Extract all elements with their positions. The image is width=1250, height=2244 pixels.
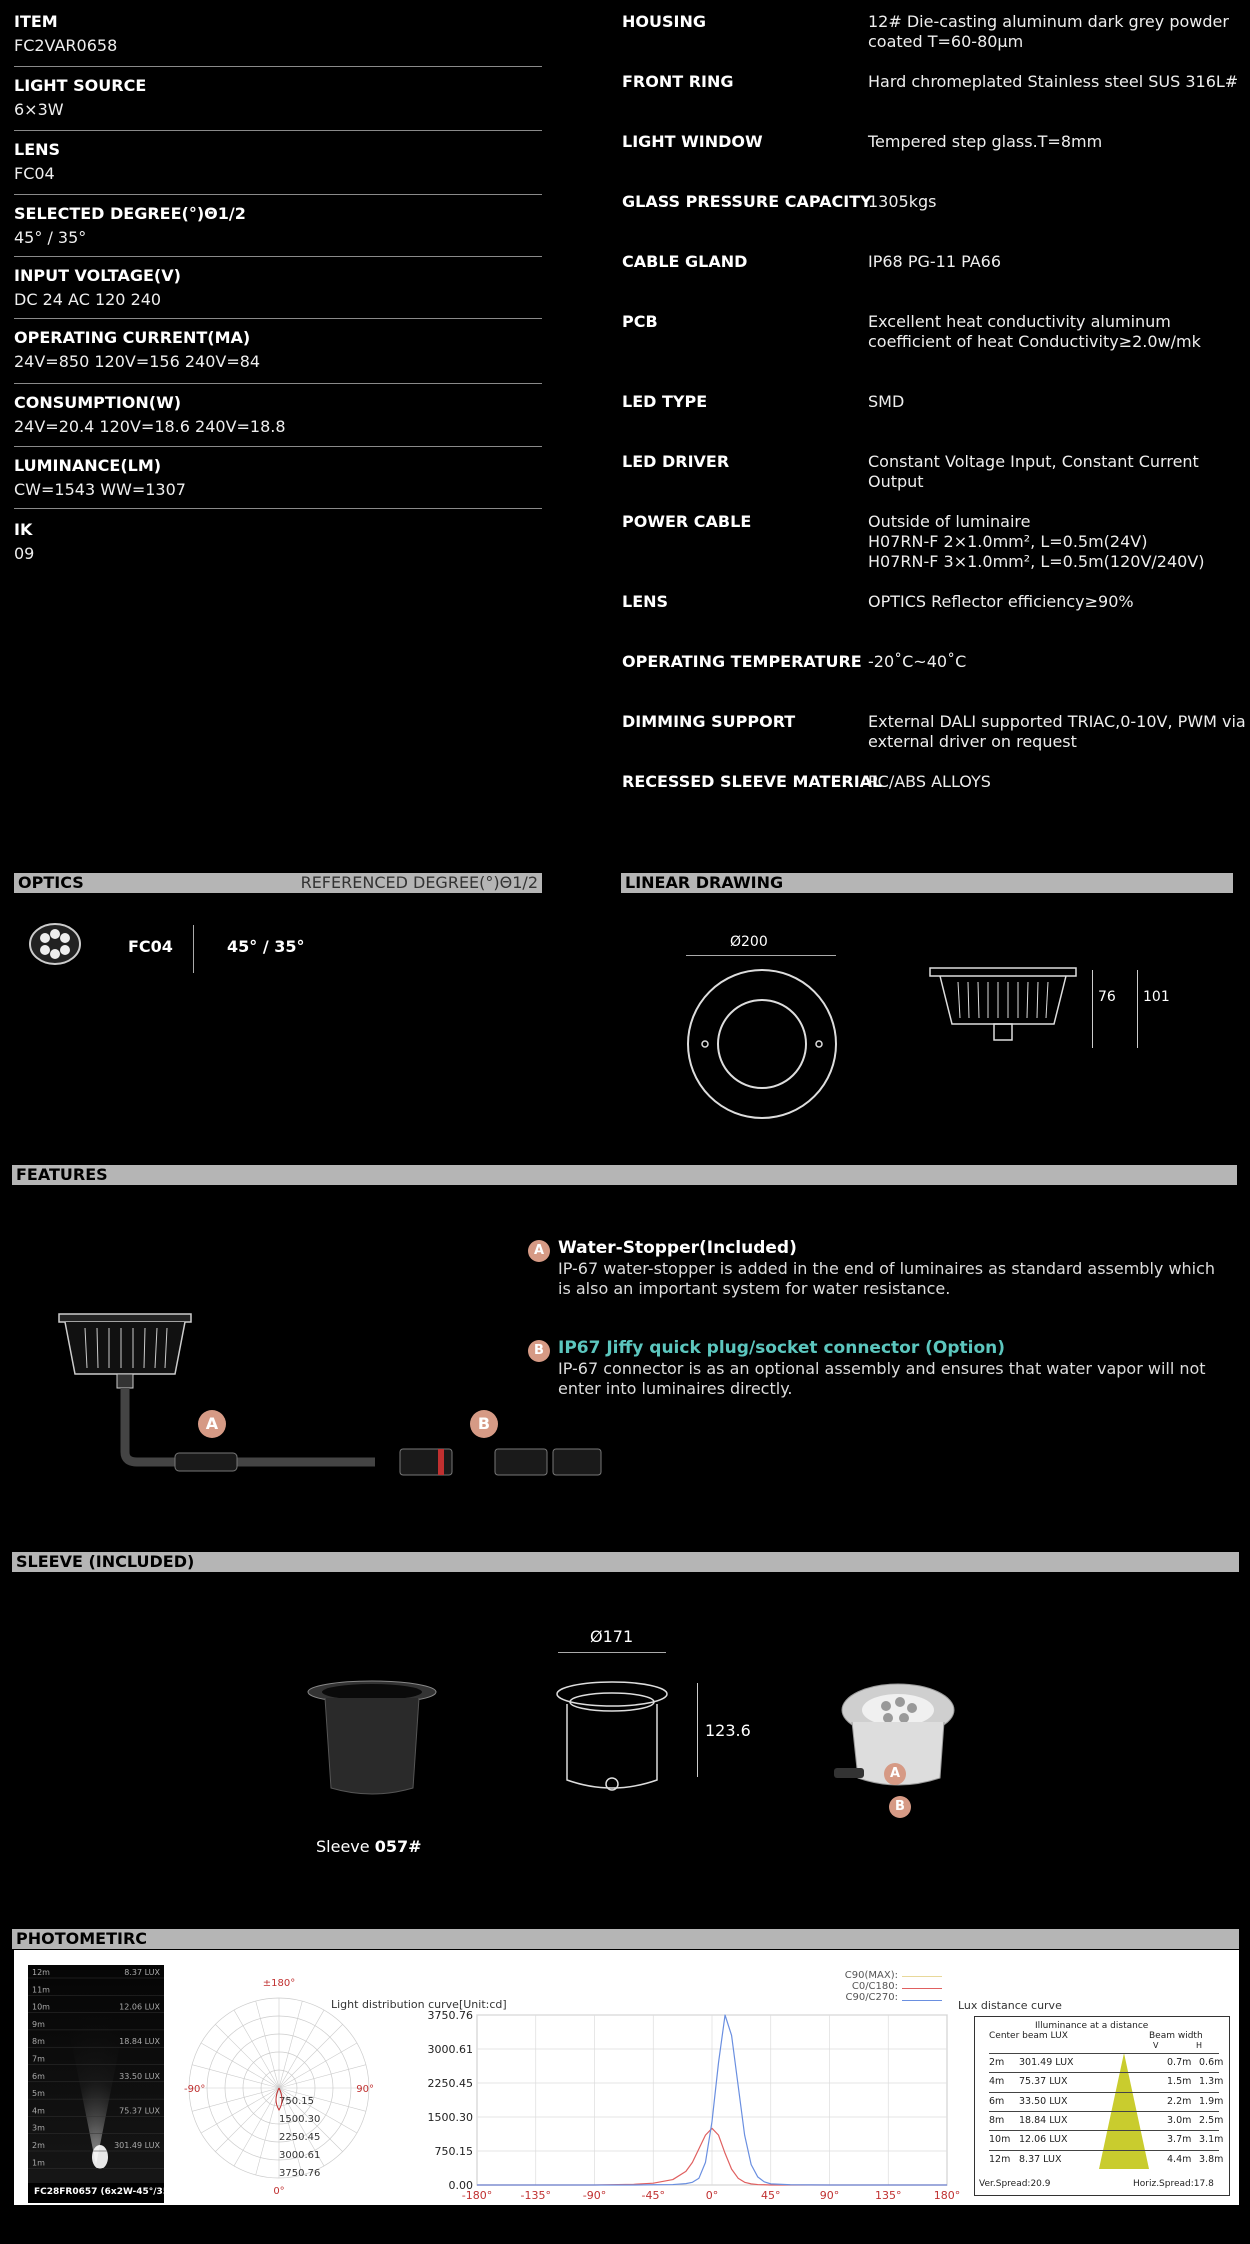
light-distribution-chart (264, 2005, 964, 2205)
photometric-title: PHOTOMETIRC (16, 1929, 148, 1948)
y-tick-label: 0.00 (448, 2179, 473, 2192)
optics-bar (14, 873, 542, 893)
height-dimension-line-101 (1137, 970, 1138, 1048)
beam-lux-label: 8.37 LUX (124, 1968, 160, 1977)
feature-b-title: IP67 Jiffy quick plug/socket connector (Option) (558, 1338, 1006, 1358)
assembled-a-badge-wrap (884, 1762, 906, 1785)
spec-value: Outside of luminaire H07RN-F 2×1.0mm², L=0.5m(24V) H07RN-F 3×1.0mm², L=0.5m(120V/240V) (868, 512, 1205, 571)
height-label-76: 76 (1098, 989, 1116, 1005)
lux-cell: 2m (989, 2057, 1005, 2068)
spec-row (622, 712, 1246, 772)
beam-lux-label: 33.50 LUX (119, 2071, 160, 2081)
y-tick-label: 1500.30 (427, 2111, 473, 2124)
optics-divider (193, 925, 194, 973)
spec-value: -20˚C~40˚C (868, 652, 967, 671)
spec-label: PCB (622, 312, 658, 331)
polar-angle-label: -90° (184, 2084, 206, 2095)
sleeve-caption (316, 1837, 422, 1856)
feature-b-body: IP-67 connector is as an optional assembly and ensures that water vapor will not enter into luminaires directly. (558, 1359, 1206, 1398)
legend-line-c90max (902, 1976, 942, 1977)
linear-drawing-title: LINEAR DRAWING (625, 873, 784, 892)
lens-icon (28, 922, 82, 970)
spec-value: CW=1543 WW=1307 (14, 480, 186, 499)
lux-cell: 12m (989, 2153, 1011, 2165)
spec-row (622, 132, 1242, 192)
feature-a-body: IP-67 water-stopper is added in the end of luminaires as standard assembly which is also an important system for water resistance. (558, 1259, 1216, 1298)
beam-spread-image (28, 1965, 164, 2203)
spec-value: 09 (14, 544, 35, 563)
spec-row (622, 252, 1242, 312)
lux-cell: 33.50 LUX (1019, 2095, 1068, 2107)
side-view-drawing (928, 966, 1078, 1050)
curve-title: Light distribution curve[Unit:cd] (331, 1998, 507, 2011)
lux-cell: 4.4m (1167, 2153, 1192, 2165)
y-tick-label: 2250.45 (427, 2077, 473, 2090)
x-tick-label: -45° (641, 2189, 665, 2202)
spec-label: RECESSED SLEEVE MATERIAL (622, 772, 883, 791)
x-tick-label: 45° (761, 2189, 781, 2202)
lux-cell: 301.49 LUX (1019, 2057, 1074, 2068)
curve-legend (804, 1970, 898, 2003)
polar-angle-label: ±180° (262, 1978, 296, 1989)
sleeve-photo (305, 1680, 440, 1804)
spec-row (622, 192, 1242, 252)
spec-value: OPTICS Reflector efficiency≥90% (868, 592, 1134, 611)
photometric-panel (14, 1950, 1239, 2205)
spec-row (622, 772, 1242, 832)
spec-row (14, 204, 542, 257)
beam-distance-label: 3m (32, 2123, 45, 2133)
assembled-b-badge-wrap (889, 1795, 911, 1818)
optics-referenced-degree: REFERENCED DEGREE(°)Θ1/2 (300, 873, 538, 892)
lux-cell: 3.0m (1167, 2114, 1192, 2126)
sleeve-bar (12, 1552, 1239, 1572)
beam-distance-label: 4m (32, 2106, 45, 2116)
spec-row (622, 452, 1242, 512)
feature-a-badge-wrap (528, 1239, 550, 1262)
lux-cell: 3.7m (1167, 2134, 1192, 2146)
lux-cell: 18.84 LUX (1019, 2114, 1068, 2126)
feature-b-badge: B (528, 1340, 550, 1362)
lux-cell: 3.8m (1199, 2153, 1224, 2165)
spec-row (14, 520, 542, 568)
sleeve-drawing (555, 1680, 670, 1802)
sleeve-diameter-label: Ø171 (590, 1627, 634, 1646)
lux-cell: 0.6m (1199, 2057, 1224, 2068)
lux-cell: 3.1m (1199, 2134, 1224, 2146)
legend-line-c90 (902, 2000, 942, 2001)
x-tick-label: -90° (582, 2189, 607, 2202)
spec-value: IP68 PG-11 PA66 (868, 252, 1002, 271)
assembled-b-badge: B (889, 1796, 911, 1818)
lux-row-divider (989, 2111, 1219, 2112)
spec-value: FC04 (14, 164, 55, 183)
callout-b-badge: B (470, 1410, 498, 1438)
lux-head1: Illuminance at a distance (1035, 2021, 1149, 2031)
height-label-101: 101 (1143, 989, 1170, 1005)
x-tick-label: 90° (819, 2189, 840, 2202)
lux-head-h: H (1196, 2041, 1203, 2050)
beam-distance-label: 1m (32, 2158, 45, 2168)
spec-row (14, 393, 542, 447)
lux-title: Lux distance curve (958, 1999, 1062, 2012)
spec-label: IK (14, 520, 33, 539)
lux-table (974, 2016, 1230, 2196)
spec-row (622, 312, 1242, 372)
optics-lens: FC04 (128, 937, 173, 956)
lux-cell: 1.9m (1199, 2095, 1224, 2107)
lux-cell: 1.5m (1167, 2076, 1192, 2088)
spec-value: Constant Voltage Input, Constant Current Output (868, 452, 1199, 491)
lux-head3: Beam width (1149, 2031, 1203, 2041)
spec-value: DC 24 AC 120 240 (14, 290, 162, 309)
spec-row (622, 392, 1242, 452)
spec-label: LIGHT SOURCE (14, 76, 147, 95)
beam-distance-label: 10m (32, 2002, 50, 2012)
polar-ring-label: 3000.61 (279, 2150, 321, 2161)
beam-distance-label: 2m (32, 2141, 45, 2150)
lux-row-divider (989, 2053, 1219, 2054)
spec-value: 24V=20.4 120V=18.6 240V=18.8 (14, 417, 286, 436)
lux-row-divider (989, 2150, 1219, 2151)
spec-label: INPUT VOLTAGE(V) (14, 266, 181, 285)
spec-label: SELECTED DEGREE(°)Θ1/2 (14, 204, 246, 223)
beam-lux-label: 75.37 LUX (119, 2106, 160, 2116)
feature-b-badge-wrap (528, 1339, 550, 1362)
spec-row (622, 12, 1242, 72)
beam-distance-label: 6m (32, 2071, 45, 2081)
linear-drawing-bar (621, 873, 1233, 893)
spec-label: FRONT RING (622, 72, 734, 91)
y-tick-label: 3750.76 (427, 2009, 473, 2022)
spec-row (14, 76, 542, 131)
lux-head-v: V (1153, 2041, 1159, 2050)
y-tick-label: 750.15 (434, 2145, 473, 2158)
spec-value: 24V=850 120V=156 240V=84 (14, 352, 261, 371)
spec-value: FC2VAR0658 (14, 36, 118, 55)
spec-label: CONSUMPTION(W) (14, 393, 182, 412)
features-title: FEATURES (16, 1165, 108, 1184)
spec-label: LENS (14, 140, 61, 159)
legend-c0: C0/C180: (851, 1981, 898, 1992)
lux-row-divider (989, 2130, 1219, 2131)
beam-lux-label: 12.06 LUX (119, 2002, 160, 2012)
lux-cell: 2.5m (1199, 2114, 1224, 2126)
spec-row (622, 592, 1242, 652)
lux-cell: 6m (989, 2095, 1005, 2107)
beam-distance-label: 9m (32, 2019, 45, 2029)
spec-value: 45° / 35° (14, 228, 87, 247)
x-tick-label: 180° (933, 2189, 961, 2202)
spec-row (14, 140, 542, 195)
optics-title: OPTICS (18, 873, 84, 892)
lux-row-divider (989, 2072, 1219, 2073)
lux-cell: 12.06 LUX (1019, 2134, 1068, 2146)
lux-row-divider (989, 2092, 1219, 2093)
lux-cell: 10m (989, 2134, 1011, 2146)
sleeve-height-line (697, 1683, 698, 1777)
top-view-drawing (686, 968, 838, 1124)
features-bar (12, 1165, 1237, 1185)
spec-value: Tempered step glass.T=8mm (868, 132, 1103, 151)
spec-row (14, 12, 542, 67)
spec-label: OPERATING CURRENT(MA) (14, 328, 251, 347)
diameter-dimension-line (686, 955, 836, 956)
legend-c90: C90/C270: (845, 1992, 898, 2003)
lux-cell: 8m (989, 2114, 1005, 2126)
spec-value: Hard chromeplated Stainless steel SUS 316L# (868, 72, 1239, 91)
spec-row (622, 652, 1242, 712)
beam-caption: FC28FR0657 (6x2W-45°/35°) (34, 2187, 178, 2197)
sleeve-title: SLEEVE (INCLUDED) (16, 1552, 195, 1571)
spec-row (622, 512, 1242, 572)
spec-label: LIGHT WINDOW (622, 132, 763, 151)
spec-row (622, 72, 1242, 132)
optics-degree: 45° / 35° (227, 937, 305, 956)
horiz-spread: Horiz.Spread:17.8 (1133, 2179, 1214, 2189)
x-tick-label: 135° (875, 2189, 902, 2202)
polar-angle-label: 0° (273, 2186, 285, 2197)
spec-row (14, 456, 542, 509)
beam-distance-label: 7m (32, 2054, 45, 2064)
beam-distance-label: 12m (32, 1968, 50, 1977)
feature-a-badge: A (528, 1240, 550, 1262)
lux-head2: Center beam LUX (989, 2031, 1068, 2041)
feature-a-title: Water-Stopper(Included) (558, 1238, 797, 1258)
legend-line-c0 (902, 1988, 942, 1989)
diameter-label: Ø200 (730, 934, 768, 950)
polar-ring-label: 2250.45 (279, 2132, 321, 2143)
spec-label: LENS (622, 592, 669, 611)
x-tick-label: -135° (520, 2189, 551, 2202)
spec-label: POWER CABLE (622, 512, 752, 531)
lux-cone (1095, 2053, 1153, 2173)
spec-value: Excellent heat conductivity aluminum coefficient of heat Conductivity≥2.0w/mk (868, 312, 1201, 351)
assembled-a-badge: A (884, 1763, 906, 1785)
beam-distance-label: 8m (32, 2037, 45, 2047)
assembled-luminaire-photo (830, 1682, 960, 1806)
spec-label: LUMINANCE(LM) (14, 456, 162, 475)
polar-ring-label: 1500.30 (279, 2114, 321, 2125)
spec-label: HOUSING (622, 12, 706, 31)
sleeve-caption-text: Sleeve (316, 1837, 375, 1856)
height-dimension-line-76 (1092, 970, 1093, 1048)
sleeve-height-label: 123.6 (705, 1721, 751, 1740)
spec-value: SMD (868, 392, 905, 411)
x-tick-label: 0° (705, 2189, 719, 2202)
photometric-bar (12, 1929, 1239, 1949)
spec-label: OPERATING TEMPERATURE (622, 652, 862, 671)
lux-cell: 8.37 LUX (1019, 2153, 1062, 2165)
polar-ring-label: 3750.76 (279, 2168, 321, 2179)
spec-label: CABLE GLAND (622, 252, 748, 271)
beam-distance-label: 5m (32, 2089, 45, 2099)
sleeve-caption-code: 057# (374, 1837, 422, 1856)
spec-label: LED TYPE (622, 392, 708, 411)
spec-label: DIMMING SUPPORT (622, 712, 796, 731)
spec-row (14, 328, 542, 384)
beam-distance-label: 11m (32, 1985, 50, 1995)
x-tick-label: -180° (461, 2189, 493, 2202)
ver-spread: Ver.Spread:20.9 (979, 2179, 1051, 2189)
y-tick-label: 3000.61 (427, 2043, 473, 2056)
beam-lux-label: 301.49 LUX (114, 2141, 160, 2150)
spec-label: ITEM (14, 12, 58, 31)
spec-row (14, 266, 542, 319)
polar-angle-label: 90° (356, 2084, 374, 2095)
callout-a-badge: A (198, 1410, 226, 1438)
sleeve-diameter-line (558, 1652, 666, 1653)
spec-value: 1305kgs (868, 192, 937, 211)
spec-value: External DALI supported TRIAC,0-10V, PWM via external driver on request (868, 712, 1246, 751)
spec-label: LED DRIVER (622, 452, 730, 471)
lux-cell: 2.2m (1167, 2095, 1192, 2107)
spec-value: 6×3W (14, 100, 64, 119)
lux-cell: 0.7m (1167, 2057, 1192, 2068)
legend-c90max: C90(MAX): (844, 1970, 898, 1981)
spec-value: 12# Die-casting aluminum dark grey powder coated T=60-80μm (868, 12, 1229, 51)
spec-value: PC/ABS ALLOYS (868, 772, 991, 791)
lux-cell: 75.37 LUX (1019, 2076, 1068, 2088)
lux-cell: 4m (989, 2076, 1005, 2088)
polar-ring-label: 750.15 (279, 2096, 314, 2107)
beam-lux-label: 18.84 LUX (119, 2037, 160, 2047)
lux-cell: 1.3m (1199, 2076, 1224, 2088)
spec-label: GLASS PRESSURE CAPACITY (622, 192, 872, 211)
